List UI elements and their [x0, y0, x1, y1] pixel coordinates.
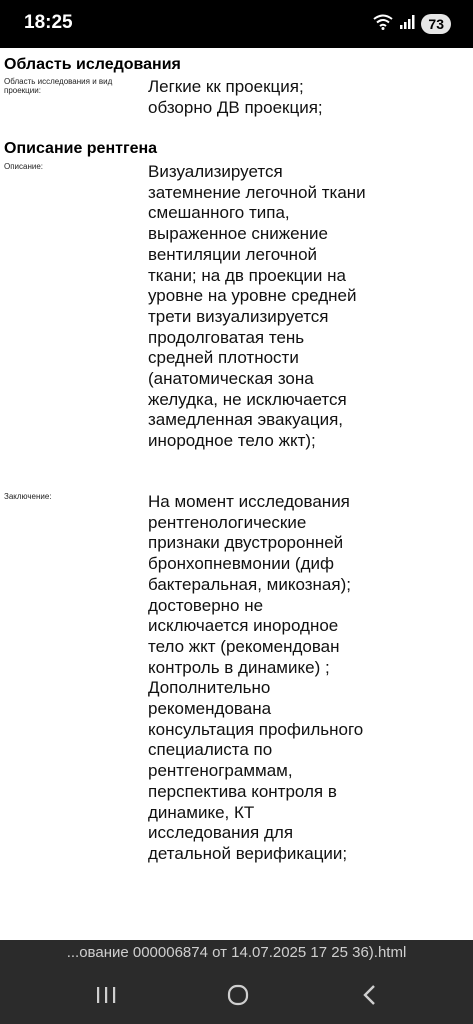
area-value: Легкие кк проекция; обзорно ДВ проекция; — [148, 77, 323, 117]
back-icon — [360, 984, 380, 1011]
file-name-label: ...ование 000006874 от 14.07.2025 17 25 36).html — [66, 944, 407, 961]
navigation-bar — [0, 982, 473, 1012]
status-time: 18:25 — [24, 12, 73, 33]
home-button[interactable] — [218, 982, 258, 1012]
status-icons — [373, 12, 451, 36]
back-button[interactable] — [350, 982, 390, 1012]
document-content[interactable] — [0, 48, 473, 940]
signal-icon — [399, 14, 415, 35]
description-value: Визуализируется затемнение легочной ткани смешанного типа, выраженное снижение вентиляции легочной ткани; на дв проекции на уровне на уровне средней трети визуализируется продолговатая тень средней плотности (анатомическая зона желудка, не исключается замедленная эвакуация, инородное тело жкт); — [148, 162, 366, 451]
description-label: Описание: — [4, 162, 44, 171]
recent-apps-button[interactable] — [86, 982, 126, 1012]
conclusion-label: Заключение: — [4, 492, 52, 501]
area-label: Область исследования и вид проекции: — [4, 77, 113, 95]
wifi-icon — [373, 14, 393, 35]
bottom-bar — [0, 940, 473, 1024]
section-title-area: Область иследования — [4, 56, 181, 73]
conclusion-value: На момент исследования рентгенологические признаки двустроронней бронхопневмонии (диф бактеральная, микозная); достоверно не исключается инородное тело жкт (рекомендован контроль в динамике) ; Дополнительно рекомендована консультация профильного специалиста по рентгенограммам, перспектива контроля в динамике, КТ исследования для детальной верификации; — [148, 492, 364, 863]
status-bar — [0, 0, 473, 48]
recent-apps-icon — [95, 985, 117, 1010]
section-title-xray: Описание рентгена — [4, 140, 158, 157]
battery-badge: 73 — [421, 14, 451, 34]
home-icon — [226, 983, 250, 1012]
